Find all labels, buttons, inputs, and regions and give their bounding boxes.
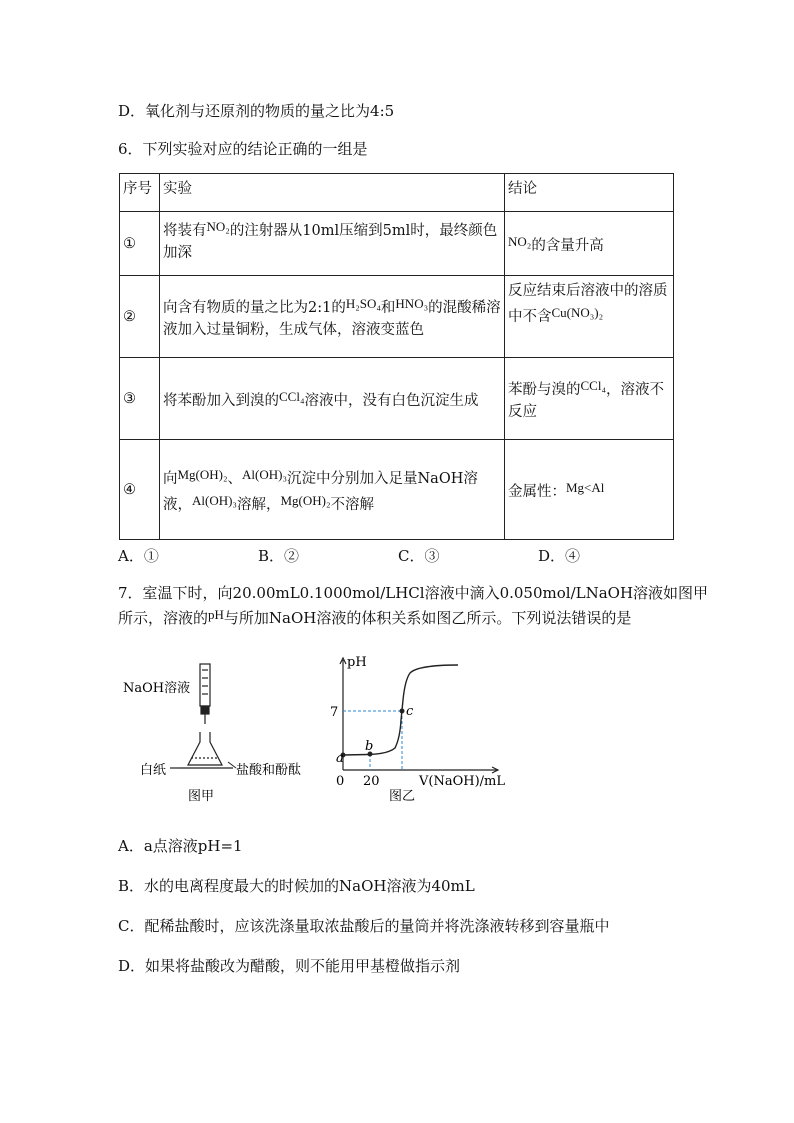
formula-mgoh: Mg(OH)₂: [280, 492, 331, 508]
row-experiment: [160, 440, 505, 540]
formula-mgoh: Mg(OH)₂: [177, 466, 228, 482]
table-header-row: [120, 174, 674, 212]
formula-aloh: Al(OH)₃: [242, 466, 287, 482]
formula-mg-al: Mg<Al: [566, 479, 605, 495]
caption-fig-jia: 图甲: [188, 789, 215, 804]
q7-option-a[interactable]: A．a点溶液pH=1: [118, 837, 243, 855]
text: 反应结束后溶液中的溶质中不含: [508, 283, 668, 325]
text: ，溶液不反应: [508, 381, 664, 420]
formula-ph: pH: [208, 607, 224, 622]
previous-option-d: D．氧化剂与还原剂的物质的量之比为4:5: [118, 102, 395, 120]
text: 向: [163, 470, 178, 487]
text: 的混酸稀溶液加入过量铜粉，生成气体，溶液变蓝色: [163, 299, 501, 338]
formula-no2: NO₂: [206, 219, 230, 234]
row-conclusion: [505, 358, 674, 440]
table-row: [120, 358, 674, 440]
text: 的注射器从10ml压缩到5ml时，最终颜色加深: [163, 223, 498, 261]
header-conclusion: 结论: [505, 174, 674, 212]
question-7-line2: [118, 607, 631, 628]
experiment-table: [119, 173, 674, 540]
formula-no2: NO₂: [508, 233, 532, 249]
header-no: 序号: [120, 174, 160, 212]
formula-aloh: Al(OH)₃: [192, 492, 237, 508]
y-axis-label: pH: [347, 655, 367, 670]
question-6-stem: 6．下列实验对应的结论正确的一组是: [118, 140, 368, 158]
formula-ccl4: CCl₄: [279, 388, 305, 404]
text: 与所加NaOH溶液的体积关系如图乙所示。下列说法错误的是: [223, 609, 632, 627]
tick-20: 20: [363, 774, 380, 789]
titration-apparatus: [170, 664, 233, 768]
text: 不溶解: [330, 496, 374, 513]
q7-option-b[interactable]: B．水的电离程度最大的时候加的NaOH溶液为40mL: [118, 877, 475, 895]
text: 苯酚与溴的: [508, 381, 581, 398]
formula-ccl4: CCl₄: [580, 377, 606, 393]
text: 沉淀中分别加入足量NaOH溶液，: [163, 470, 478, 513]
x-axis-label: V(NaOH)/mL: [419, 774, 505, 789]
row-experiment: [160, 276, 505, 358]
text: 溶液中，没有白色沉淀生成: [304, 392, 479, 409]
row-experiment: [160, 358, 505, 440]
q7-option-c[interactable]: C．配稀盐酸时，应该洗涤量取浓盐酸后的量筒并将洗涤液转移到容量瓶中: [118, 917, 610, 935]
text: 将苯酚加入到溴的: [163, 392, 279, 409]
question-7-line1: 7．室温下时，向20.00mL0.1000mol/LHCl溶液中滴入0.050mol/LNaOH溶液如图甲: [118, 584, 709, 602]
caption-fig-yi: 图乙: [389, 789, 416, 804]
row-no: ③: [120, 358, 160, 440]
row-no: ①: [120, 212, 160, 276]
stopcock: [201, 706, 209, 714]
row-experiment: [160, 212, 505, 276]
row-conclusion: [505, 440, 674, 540]
text: 、: [227, 470, 243, 487]
text: 和: [380, 299, 396, 316]
row-no: ④: [120, 440, 160, 540]
table-row: [120, 440, 674, 540]
question-6-options: [118, 545, 678, 567]
row-conclusion: [505, 276, 674, 358]
label-a: a: [336, 751, 344, 766]
table-row: [120, 212, 674, 276]
formula-hno3: HNO₃: [395, 295, 429, 311]
row-conclusion: [505, 212, 674, 276]
option-d[interactable]: D．④: [538, 547, 581, 565]
option-c[interactable]: C．③: [398, 547, 440, 565]
text: 向含有物质的量之比为2:1的: [163, 299, 346, 316]
text: 将装有: [163, 223, 207, 239]
table-row: [120, 276, 674, 358]
tick-7: 7: [330, 705, 339, 720]
option-a[interactable]: A．①: [118, 547, 159, 565]
label-b: b: [365, 739, 374, 754]
header-experiment: 实验: [160, 174, 505, 212]
label-naoh: NaOH溶液: [123, 681, 191, 696]
text: 所示，溶液的: [118, 609, 209, 627]
question-7-figure: [118, 650, 518, 810]
text: 金属性：: [508, 483, 566, 500]
titration-curve-chart: [340, 658, 498, 773]
text: 溶解，: [236, 496, 281, 513]
row-no: ②: [120, 276, 160, 358]
label-acid: 盐酸和酚酞: [236, 763, 302, 778]
tick-0: 0: [336, 774, 345, 789]
q7-option-d[interactable]: D．如果将盐酸改为醋酸，则不能用甲基橙做指示剂: [118, 957, 461, 975]
label-white-paper: 白纸: [140, 763, 167, 778]
flask: [188, 732, 222, 765]
formula-h2so4: H₂SO₄: [345, 295, 381, 311]
point-c: [400, 709, 405, 714]
label-c: c: [406, 704, 414, 719]
option-b[interactable]: B．②: [258, 547, 300, 565]
formula-cuno3: Cu(NO₃)₂: [551, 305, 604, 320]
text: 的含量升高: [531, 237, 604, 254]
